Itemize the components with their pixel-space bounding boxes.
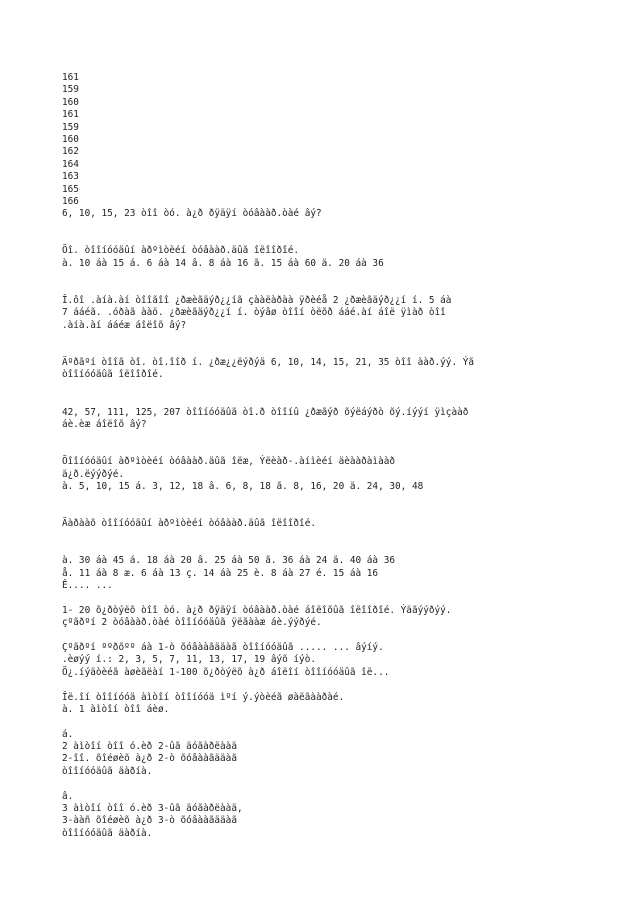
text-line: Õî. òîîíóóäûí àðºìòèéí òóâààð.äûã îëîîðîé. [62, 245, 300, 257]
text-line: 164 [62, 158, 79, 170]
text-line: 161 [62, 72, 79, 83]
blank-line [62, 530, 622, 542]
blank-line [62, 679, 622, 691]
text-line: 3-ààñ õîéøèõ à¿ð 3-ò õóâààãääàã [62, 815, 237, 827]
blank-line [62, 345, 622, 357]
text-line: 163 [62, 171, 79, 183]
text-line: Îë.îí òîîíóóä àìòîí òîîíóóä ìºí ý.ýòèéã øàëãààðàé. [62, 691, 345, 703]
text-line: 2 àìòîí òîî ó.èð 2-ûã äóãàðëààä [62, 741, 237, 753]
text-line: òîîíóóäûã äàðíà. [62, 765, 153, 777]
text-line: à. 5, 10, 15 á. 3, 12, 18 â. 6, 8, 18 ã. 8, 16, 20 ä. 24, 30, 48 [62, 480, 424, 492]
text-line: 1- 20 õ¿ðòýëõ òîî òó. à¿ð ðÿäÿí òóâààð.òàé áîëîõûã îëîîðîé. Ýäãýýðýý. [62, 604, 452, 616]
blank-line [62, 444, 622, 456]
text-line: 161 [62, 109, 79, 121]
text-line: .àíà.àí ááéæ áîëîõ âý? [62, 319, 187, 331]
blank-line [62, 506, 622, 518]
text-line: ä¿ð.ëýýðýé. [62, 468, 125, 480]
text-line: .èøýý í.: 2, 3, 5, 7, 11, 13, 17, 19 âýõ íýò. [62, 654, 316, 666]
text-line: òîîíóóäûã îëîîðîé. [62, 369, 164, 381]
text-line: å. 11 áà 8 æ. 6 áà 13 ç. 14 áà 25 è. 8 áà 27 é. 15 áà 16 [62, 567, 379, 579]
document-body [62, 72, 622, 840]
text-line: 42, 57, 111, 125, 207 òîîíóóäûã òî.ð òîîíû ¿ðæãýð õýëáýðò õý.íýýí ÿìçààð [62, 406, 469, 418]
blank-line [62, 221, 622, 233]
text-line: áè.èæ áîëîõ âý? [62, 418, 147, 430]
text-line: Äàðààõ òîîíóóäûí àðºìòèéí òóâààð.äûã îëîîðîé. [62, 518, 316, 530]
blank-line [62, 332, 622, 344]
text-line: 165 [62, 183, 79, 195]
text-line: 160 [62, 133, 79, 145]
blank-line [62, 233, 622, 245]
text-line: 6, 10, 15, 23 òîî òó. à¿ð ðÿäÿí òóâààð.òàé âý? [62, 208, 322, 220]
blank-line [62, 283, 622, 295]
text-line: 162 [62, 146, 79, 158]
text-line: Õ¿.íýäòèéã àøèãëàí 1-100 õ¿ðòýëõ à¿ð áîëîí òîîíóóäûã îë... [62, 666, 390, 678]
blank-line [62, 543, 622, 555]
blank-line [62, 493, 622, 505]
text-line: Çºãðºí ººðõºº áà 1-ò õóâààãääàã òîîíóóäûã ..... ... âýíý. [62, 641, 384, 653]
text-line: Äºðãºí òîîã òî. òî.îîð í. ¿ðæ¿¿ëýðýä 6, 10, 14, 15, 21, 35 òîî ààð.ýý. Ýã [62, 356, 475, 368]
blank-line [62, 394, 622, 406]
blank-line [62, 382, 622, 394]
text-line: á. [62, 728, 74, 740]
blank-line [62, 716, 622, 728]
text-line: 7 ááéã. .óðàã ààö. ¿ðæèãäýð¿¿í í. òýâø òîîí òëõð ááé.àí áîë ÿìàð òîî [62, 307, 446, 319]
text-line: Î.ôî .àíà.àí òîîãîî ¿ðæèãäýð¿¿íã çààëàðàà ÿðèéå 2 ¿ðæèãäýð¿¿í í. 5 áà [62, 295, 452, 307]
blank-line [62, 630, 622, 642]
text-line: 159 [62, 84, 79, 96]
text-line: à. 30 áà 45 á. 18 áà 20 â. 25 áà 50 ã. 36 áà 24 ä. 40 áà 36 [62, 555, 396, 567]
blank-line [62, 778, 622, 790]
blank-line [62, 431, 622, 443]
text-line: Õîîíóóäûí àðºìòèéí òóâààð.äûã îëæ, Ýëèàð-.àíìèéí äèààðàìààð [62, 456, 396, 468]
text-line: 159 [62, 121, 79, 133]
text-line: çºãðºí 2 òóâààð.òàé òîîíóóäûã ÿëãààæ áè.ýýðýé. [62, 617, 322, 629]
text-line: à. 1 àìòîí òîî áèø. [62, 703, 170, 715]
text-line: 2-îî. õîéøèõ à¿ð 2-ò õóâààãääàã [62, 753, 237, 765]
text-line: 160 [62, 96, 79, 108]
blank-line [62, 592, 622, 604]
text-line: 166 [62, 195, 79, 207]
text-line: Ê.... ... [62, 580, 113, 592]
text-line: òîîíóóäûã äàðíà. [62, 827, 153, 839]
text-line: à. 10 áà 15 á. 6 áà 14 â. 8 áà 16 ã. 15 áà 60 ä. 20 áà 36 [62, 257, 384, 269]
text-line: 3 àìòîí òîî ó.èð 3-ûã äóãàðëààä, [62, 803, 243, 815]
text-line: â. [62, 790, 74, 802]
blank-line [62, 270, 622, 282]
